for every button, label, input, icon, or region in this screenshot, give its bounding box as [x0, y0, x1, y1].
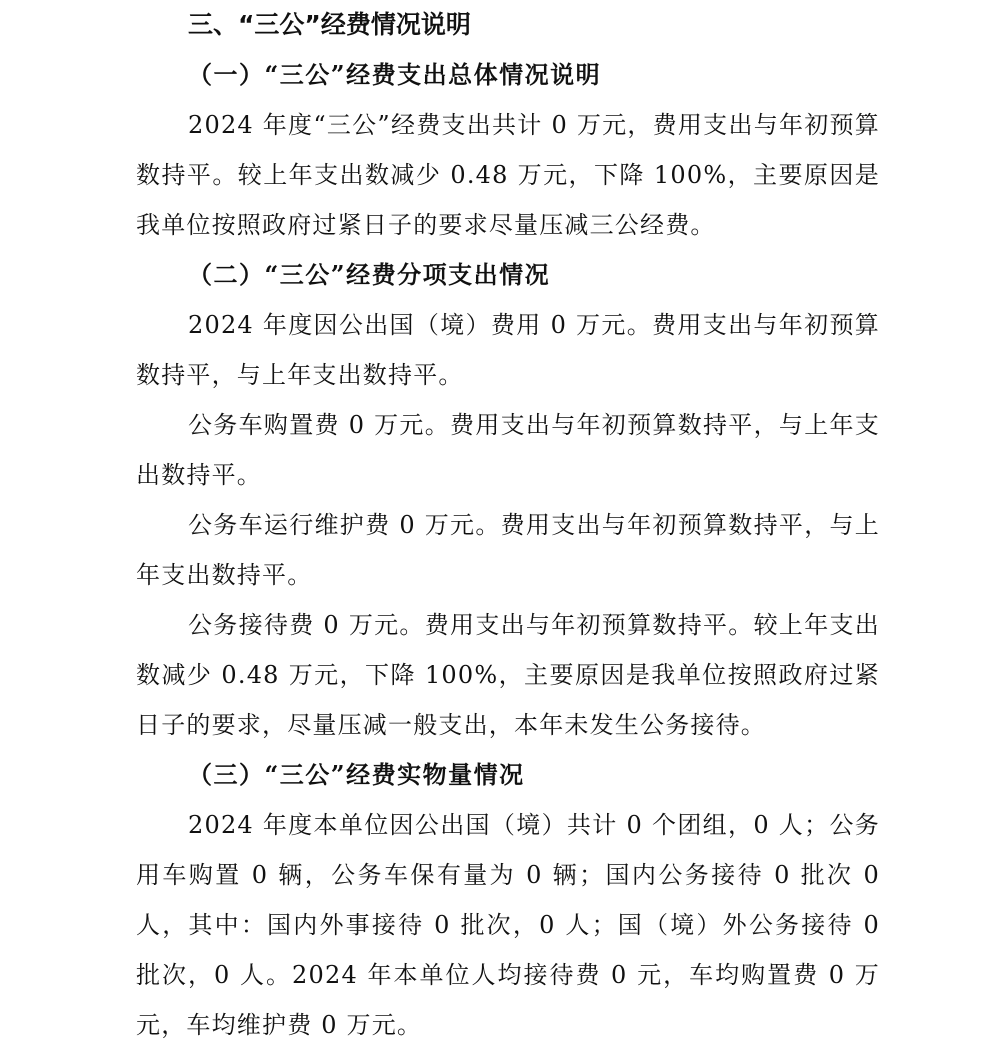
section-title: 三、“三公”经费情况说明: [188, 10, 471, 39]
part2-paragraph-reception: 公务接待费 0 万元。费用支出与年初预算数持平。较上年支出数减少 0.48 万元，下降 100%，主要原因是我单位按照政府过紧日子的要求，尽量压减一般支出，本年未发生公务接待。: [136, 611, 880, 739]
part2-paragraph-overseas: 2024 年度因公出国（境）费用 0 万元。费用支出与年初预算数持平，与上年支出数持平。: [136, 311, 880, 389]
part2-heading: （二）“三公”经费分项支出情况: [188, 260, 551, 289]
part3-paragraph: 2024 年度本单位因公出国（境）共计 0 个团组，0 人；公务用车购置 0 辆，公务车保有量为 0 辆；国内公务接待 0 批次 0 人，其中：国内外事接待 0 批次，0 人；国（境）外公务接待 0 批次，0 人。2024 年本单位人均接待费 0 元，车均购置费 0 万元，车均维护费 0 万元。: [136, 811, 880, 1039]
part2-paragraph-vehicle-maintenance: 公务车运行维护费 0 万元。费用支出与年初预算数持平，与上年支出数持平。: [136, 511, 880, 589]
part3-heading: （三）“三公”经费实物量情况: [188, 760, 525, 789]
part2-paragraph-vehicle-purchase: 公务车购置费 0 万元。费用支出与年初预算数持平，与上年支出数持平。: [136, 411, 880, 489]
part1-heading: （一）“三公”经费支出总体情况说明: [188, 60, 602, 89]
document-page: [136, 0, 880, 1050]
part1-paragraph: 2024 年度“三公”经费支出共计 0 万元，费用支出与年初预算数持平。较上年支出数减少 0.48 万元，下降 100%，主要原因是我单位按照政府过紧日子的要求尽量压减三公经费。: [136, 111, 880, 239]
